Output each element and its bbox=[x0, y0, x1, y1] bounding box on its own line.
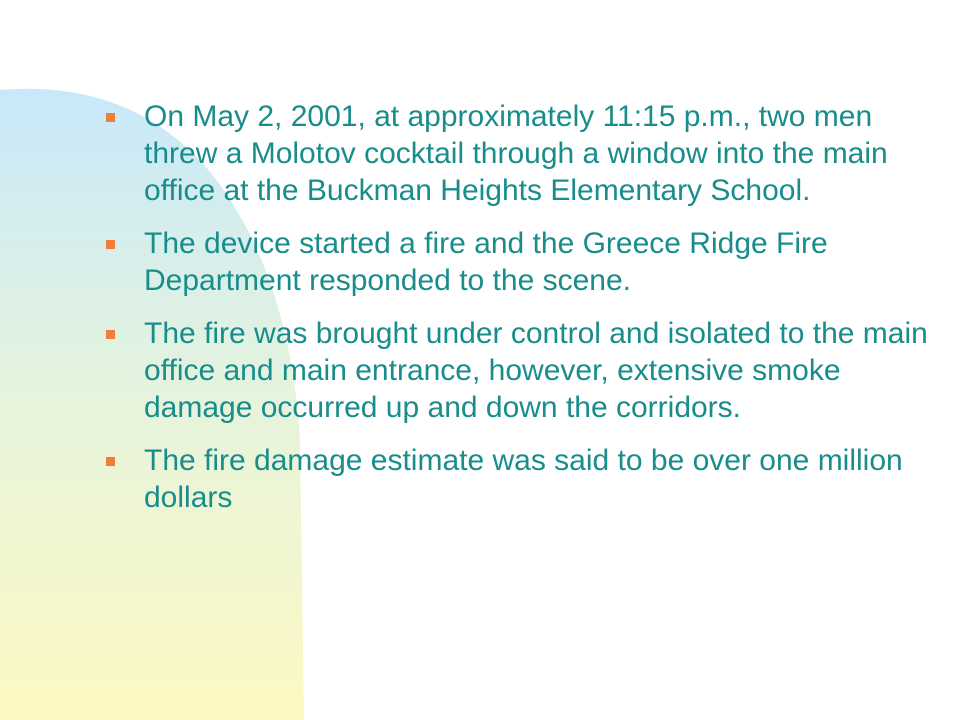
bullet-item bbox=[106, 98, 936, 209]
bullet-text: The fire damage estimate was said to be over one million dollars bbox=[144, 444, 903, 514]
square-bullet-icon bbox=[106, 240, 115, 249]
bullet-list bbox=[106, 98, 936, 532]
square-bullet-icon bbox=[106, 113, 115, 122]
bullet-text: On May 2, 2001, at approximately 11:15 p.m., two men threw a Molotov cocktail through a window into the main office at the Buckman Heights Elementary School. bbox=[144, 100, 888, 207]
bullet-text: The device started a fire and the Greece Ridge Fire Department responded to the scene. bbox=[144, 227, 828, 297]
bullet-item bbox=[106, 315, 936, 426]
bullet-item bbox=[106, 442, 936, 516]
square-bullet-icon bbox=[106, 457, 115, 466]
bullet-text: The fire was brought under control and isolated to the main office and main entrance, however, extensive smoke damage occurred up and down the corridors. bbox=[144, 317, 928, 424]
bullet-item bbox=[106, 225, 936, 299]
square-bullet-icon bbox=[106, 330, 115, 339]
